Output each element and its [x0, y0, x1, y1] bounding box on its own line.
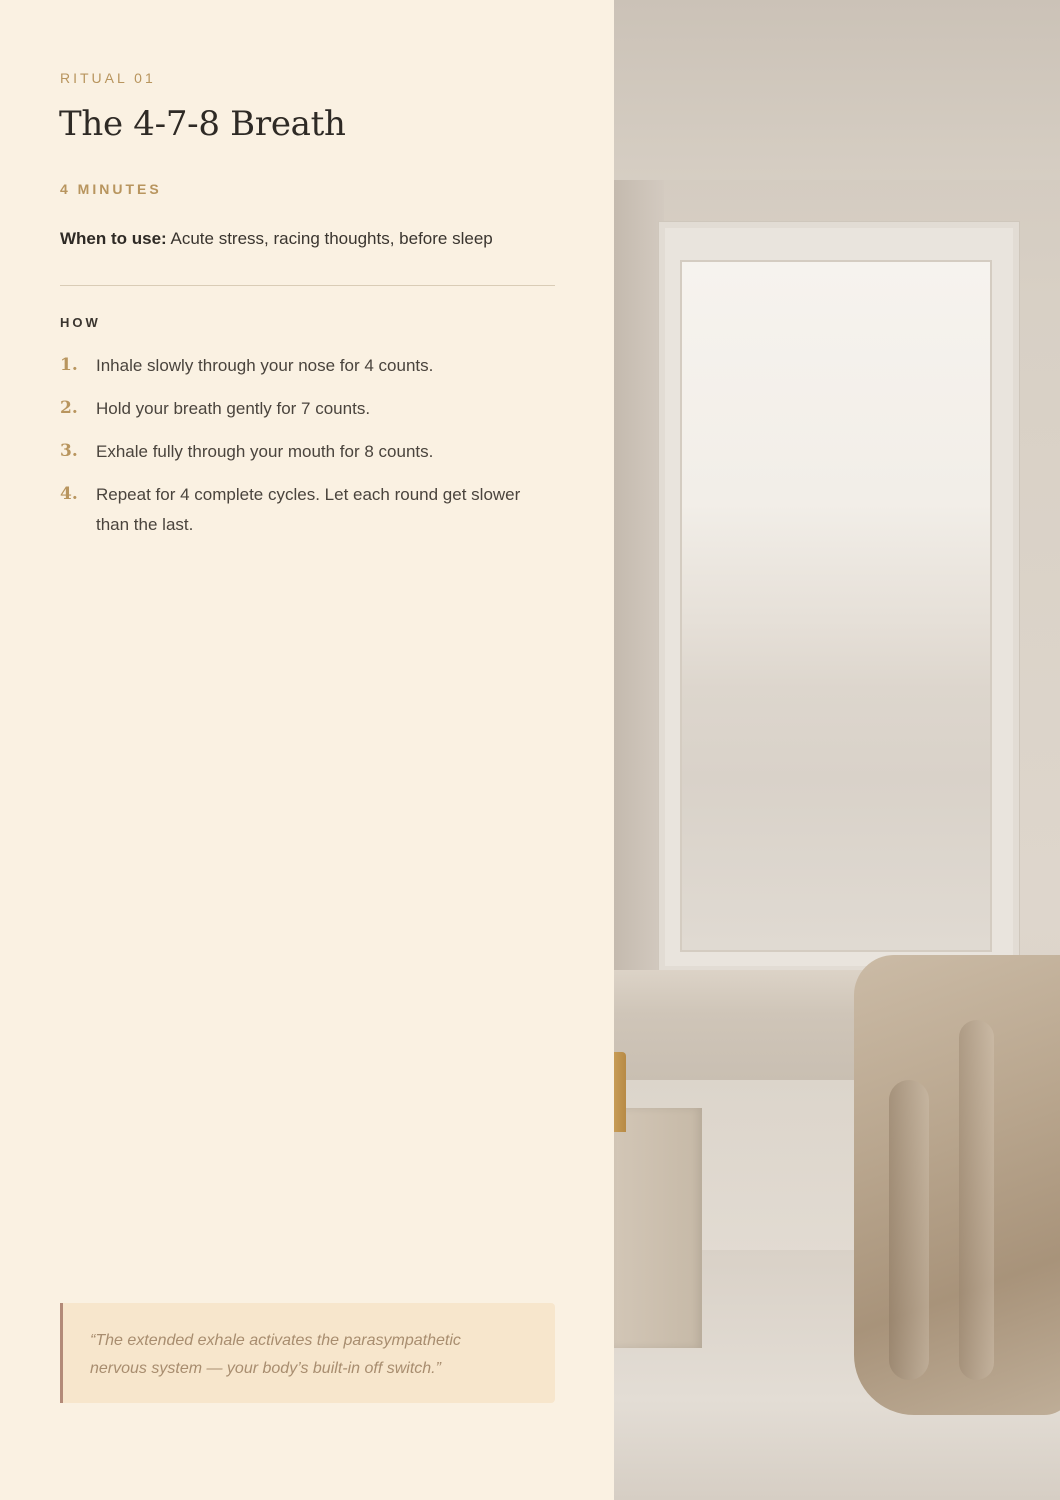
when-to-use-label: When to use:: [60, 229, 167, 248]
quote-text: “The extended exhale activates the parasympathetic nervous system — your body’s built-in off switch.”: [90, 1332, 461, 1377]
when-to-use-text: Acute stress, racing thoughts, before sleep: [166, 229, 493, 248]
photo-window-glass: [682, 262, 990, 950]
step-item: [60, 441, 530, 467]
page-title: The 4-7-8 Breath: [59, 104, 346, 144]
steps-list: [60, 355, 530, 557]
photo-candle: [614, 1052, 626, 1132]
step-item: [60, 355, 530, 381]
step-text: Inhale slowly through your nose for 4 counts.: [96, 356, 434, 375]
quote-callout: [60, 1303, 555, 1403]
step-text: Repeat for 4 complete cycles. Let each round get slower than the last.: [96, 485, 521, 534]
photo-throw-fold: [889, 1080, 929, 1380]
divider: [60, 285, 555, 286]
photo-wall: [614, 180, 664, 1000]
step-item: [60, 484, 530, 540]
duration-label: 4 MINUTES: [60, 181, 162, 197]
interior-photo: [614, 0, 1060, 1500]
photo-throw-fold: [959, 1020, 994, 1380]
photo-stone-block: [614, 1108, 702, 1348]
step-text: Exhale fully through your mouth for 8 counts.: [96, 442, 434, 461]
step-number: 2.: [60, 398, 78, 418]
step-number: 3.: [60, 441, 78, 461]
step-number: 1.: [60, 355, 78, 375]
step-number: 4.: [60, 484, 78, 504]
photo-ceiling: [614, 0, 1060, 180]
when-to-use: [60, 229, 560, 249]
step-item: [60, 398, 530, 424]
ritual-eyebrow: RITUAL 01: [60, 70, 156, 86]
step-text: Hold your breath gently for 7 counts.: [96, 399, 371, 418]
photo-throw-blanket: [854, 955, 1060, 1415]
how-heading: HOW: [60, 315, 101, 330]
